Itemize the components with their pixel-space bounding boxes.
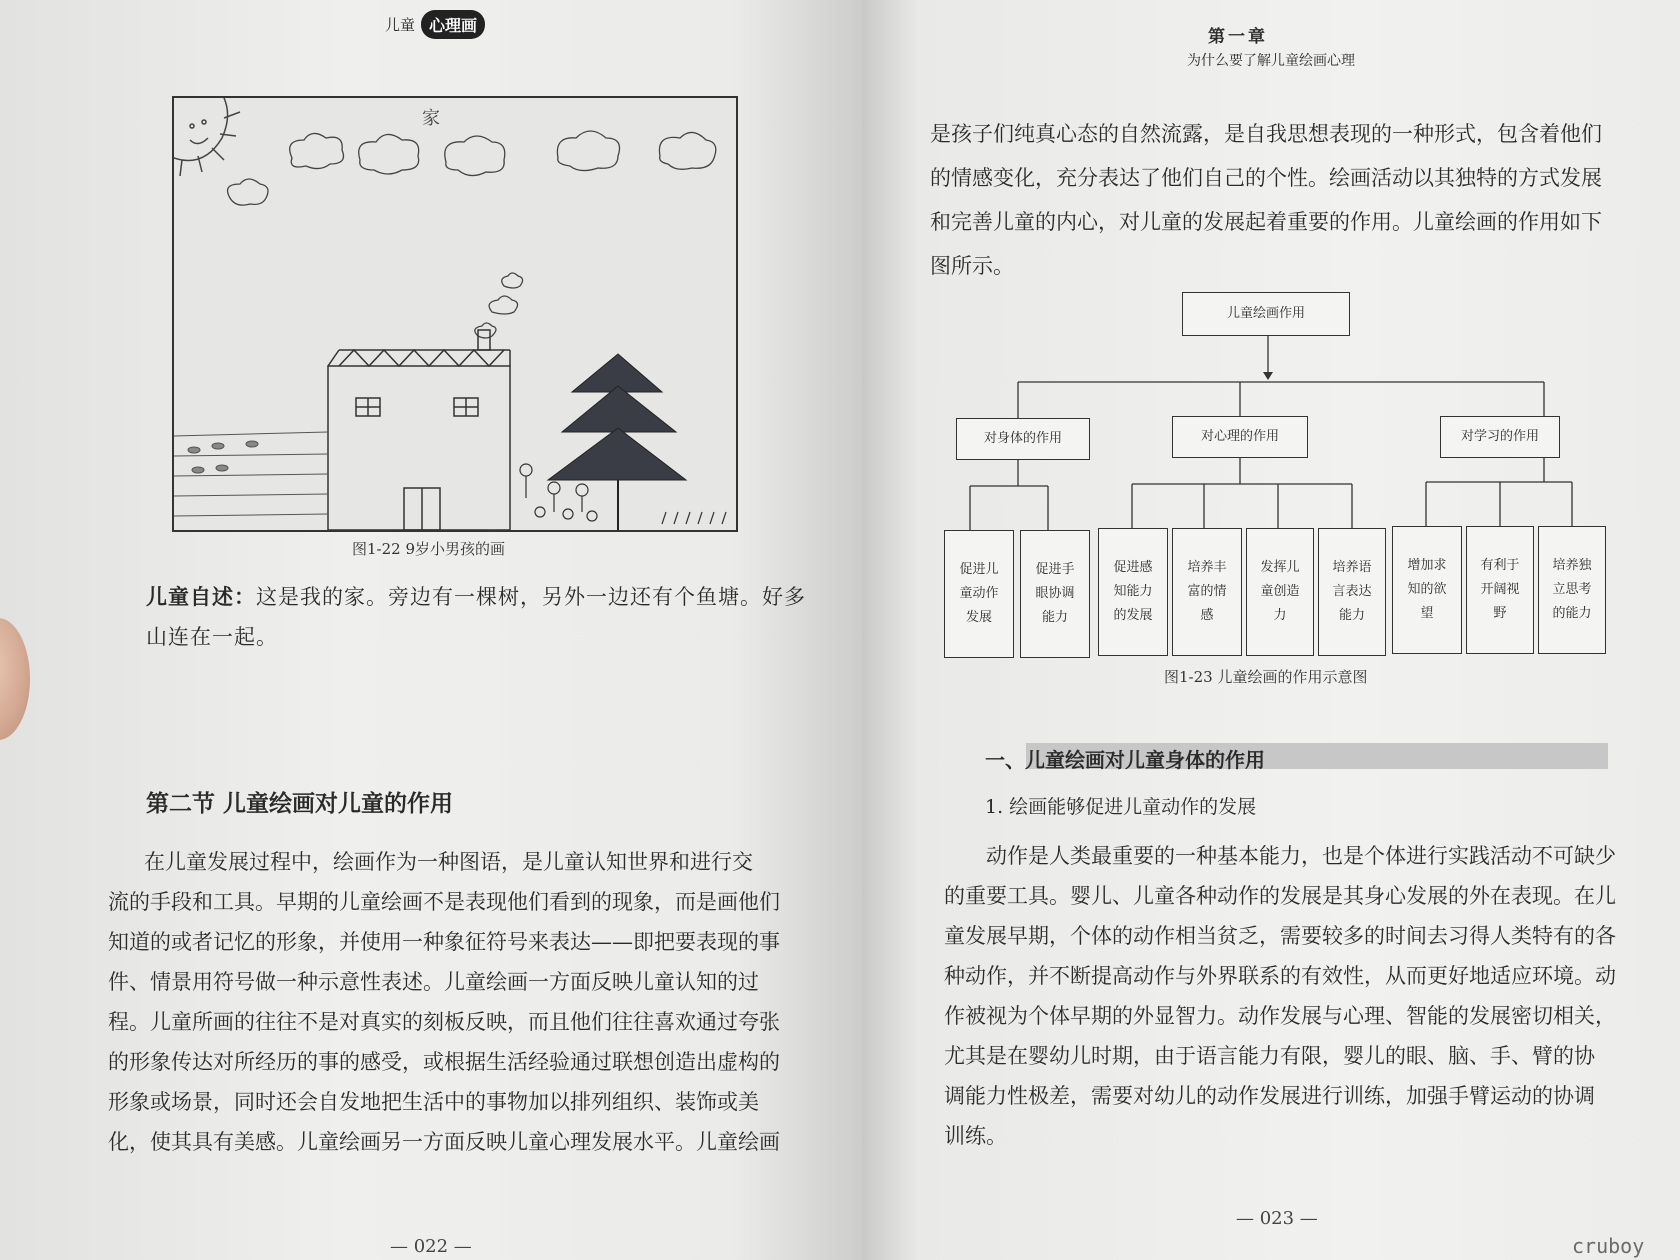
heading: 一、儿童绘画对儿童身体的作用	[985, 748, 1265, 772]
paragraph-line: 形象或场景，同时还会自发地把生活中的事物加以排列组织、装饰或美	[108, 1090, 759, 1114]
header-text: 儿童	[385, 16, 416, 34]
chapter-title: 第一章	[1208, 27, 1268, 47]
fish-pond	[174, 432, 328, 516]
diagram-branch-mind: 对心理的作用	[1172, 416, 1308, 458]
diagram-leaf: 培养丰富的情感	[1172, 528, 1242, 656]
paragraph-line: 知道的或者记忆的形象，并使用一种象征符号来表达——即把要表现的事	[108, 930, 780, 954]
drawing-illustration	[174, 98, 736, 530]
sub-heading: 1. 绘画能够促进儿童动作的发展	[985, 796, 1257, 818]
body-paragraph	[944, 836, 1624, 1156]
paragraph-line: 化，使其具有美感。儿童绘画另一方面反映儿童心理发展水平。儿童绘画	[108, 1130, 780, 1154]
body-line: 动作是人类最重要的一种基本能力，也是个体进行实践活动不可缺少	[986, 844, 1616, 868]
paragraph-line: 件、情景用符号做一种示意性表述。儿童绘画一方面反映儿童认知的过	[108, 970, 759, 994]
header-logo: 心理画	[421, 10, 485, 39]
thumb	[0, 618, 30, 740]
diagram-leaf: 培养独立思考的能力	[1538, 526, 1606, 654]
child-drawing	[172, 96, 738, 532]
intro-line: 的情感变化，充分表达了他们自己的个性。绘画活动以其独特的方式发展	[930, 166, 1602, 190]
section-paragraph	[108, 842, 808, 1162]
page-number-left: — 022 —	[390, 1236, 472, 1257]
figure-caption-1-22: 图1-22 9岁小男孩的画	[352, 540, 506, 558]
tree	[548, 354, 686, 530]
house	[328, 330, 510, 530]
intro-paragraph	[930, 112, 1610, 288]
paragraph-line: 流的手段和工具。早期的儿童绘画不是表现他们看到的现象，而是画他们	[108, 890, 780, 914]
diagram-leaf: 培养语言表达能力	[1318, 528, 1386, 656]
body-line: 调能力性极差，需要对幼儿的动作发展进行训练，加强手臂运动的协调	[944, 1084, 1595, 1108]
chapter-subtitle: 为什么要了解儿童绘画心理	[1187, 53, 1355, 69]
section-title: 第二节 儿童绘画对儿童的作用	[146, 791, 454, 817]
child-statement-text: 这是我的家。旁边有一棵树，另外一边还有个鱼塘。好多山连在一起。	[146, 585, 806, 649]
body-line: 训练。	[944, 1124, 1007, 1148]
drawing-label: 家	[422, 108, 440, 129]
diagram-leaf: 促进手眼协调能力	[1020, 530, 1090, 658]
body-line: 童发展早期，个体的动作相当贫乏，需要较多的时间去习得人类特有的各	[944, 924, 1616, 948]
clouds	[228, 131, 716, 205]
body-line: 的重要工具。婴儿、儿童各种动作的发展是其身心发展的外在表现。在儿	[944, 884, 1616, 908]
diagram-branch-learning: 对学习的作用	[1440, 416, 1560, 458]
page-number-right: — 023 —	[1236, 1208, 1318, 1229]
intro-line: 图所示。	[930, 254, 1014, 278]
intro-line: 和完善儿童的内心，对儿童的发展起着重要的作用。儿童绘画的作用如下	[930, 210, 1602, 234]
intro-line: 是孩子们纯真心态的自然流露，是自我思想表现的一种形式，包含着他们	[930, 122, 1602, 146]
diagram-root: 儿童绘画作用	[1182, 292, 1350, 336]
diagram-branch-body: 对身体的作用	[956, 418, 1090, 460]
diagram-leaf: 增加求知的欲望	[1392, 526, 1462, 654]
paragraph-line: 的形象传达对所经历的事的感受，或根据生活经验通过联想创造出虚构的	[108, 1050, 780, 1074]
diagram-leaf: 有利于开阔视野	[1466, 526, 1534, 654]
watermark: cruboy	[1572, 1234, 1645, 1258]
paragraph-line: 在儿童发展过程中，绘画作为一种图语，是儿童认知世界和进行交	[144, 850, 753, 874]
figure-caption-1-23: 图1-23 儿童绘画的作用示意图	[1164, 668, 1368, 686]
function-diagram	[940, 286, 1620, 666]
body-line: 作被视为个体早期的外显智力。动作发展与心理、智能的发展密切相关，	[944, 1004, 1616, 1028]
body-line: 尤其是在婴幼儿时期，由于语言能力有限，婴儿的眼、脑、手、臂的协	[944, 1044, 1595, 1068]
body-line: 种动作，并不断提高动作与外界联系的有效性，从而更好地适应环境。动	[944, 964, 1616, 988]
running-header	[385, 10, 485, 39]
paragraph-line: 程。儿童所画的往往不是对真实的刻板反映，而且他们往往喜欢通过夸张	[108, 1010, 780, 1034]
diagram-leaf: 发挥儿童创造力	[1246, 528, 1314, 656]
child-statement-label: 儿童自述：	[146, 584, 256, 609]
diagram-leaf: 促进感知能力的发展	[1098, 528, 1168, 656]
child-statement	[146, 577, 806, 657]
diagram-leaf: 促进儿童动作发展	[944, 530, 1014, 658]
sun-icon	[174, 98, 240, 176]
